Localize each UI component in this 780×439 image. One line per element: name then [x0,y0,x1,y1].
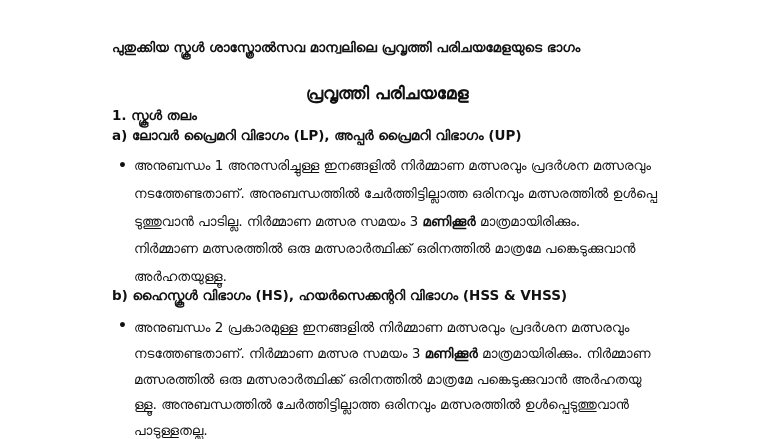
paragraph-a-line-3-text: ടുത്തുവാൻ പാടില്ല. നിർമ്മാണ മത്സര സമയം 3 [134,214,423,230]
paragraph-a-line-3-end: മാത്രമായിരിക്കും. [475,214,581,230]
page-title: പ്രവൃത്തി പരിചയമേള [306,84,469,104]
paragraph-a-line-3 [134,216,580,230]
paragraph-b-line-1: അനുബന്ധം 2 പ്രകാരമുള്ള ഇനങ്ങളിൽ നിർമ്മാണ മത്സരവും പ്രദർശന മത്സരവും [134,320,630,336]
paragraph-b-line-5: പാടുള്ളതല്ല. [134,423,208,439]
bullet-a: • [118,158,127,174]
paragraph-a-line-4: നിർമ്മാണ മത്സരത്തിൽ ഒരു മത്സരാർത്ഥിക്ക് ഒരിനത്തിൽ മാത്രമേ പങ്കെടുക്കുവാൻ [134,241,636,257]
section-school-level: 1. സ്കൂൾ തലം [112,108,197,124]
paragraph-a-line-5: അർഹതയുള്ളൂ. [134,269,227,285]
paragraph-b-line-2 [134,348,651,362]
bullet-b: • [118,318,127,334]
paragraph-b-line-4: ള്ളൂ. അനുബന്ധത്തിൽ ചേർത്തിട്ടില്ലാത്ത ഒരിനവും മത്സരത്തിൽ ഉൾപ്പെടുത്തുവാൻ [134,397,629,413]
paragraph-b-line-2-text: നടത്തേണ്ടതാണ്. നിർമ്മാണ മത്സര സമയം 3 [134,346,425,362]
subsection-b-heading: b) ഹൈസ്കൂൾ വിഭാഗം (HS), ഹയർസെക്കന്ററി വിഭാഗം (HSS & VHSS) [112,288,568,304]
header-line: പുതുക്കിയ സ്കൂൾ ശാസ്ത്രോൽസവ മാന്വലിലെ പ്രവൃത്തി പരിചയമേളയുടെ ഭാഗം [112,40,581,56]
paragraph-a-hours-bold: മണിക്കൂർ [422,214,476,230]
paragraph-b-line-2-end: മാത്രമായിരിക്കും. നിർമ്മാണ [477,346,651,362]
paragraph-a-line-1: അനുബന്ധം 1 അനുസരിച്ചുള്ള ഇനങ്ങളിൽ നിർമ്മാണ മത്സരവും പ്രദർശന മത്സരവും [134,158,652,174]
paragraph-b-line-3: മത്സരത്തിൽ ഒരു മത്സരാർത്ഥിക്ക് ഒരിനത്തിൽ മാത്രമേ പങ്കെടുക്കുവാൻ അർഹതയു [134,372,642,388]
paragraph-a-line-2: നടത്തേണ്ടതാണ്. അനുബന്ധത്തിൽ ചേർത്തിട്ടില്ലാത്ത ഒരിനവും മത്സരത്തിൽ ഉൾപ്പെ [134,186,658,202]
paragraph-b-hours-bold: മണിക്കൂർ [424,346,478,362]
subsection-a-heading: a) ലോവർ പ്രൈമറി വിഭാഗം (LP), അപ്പർ പ്രൈമറി വിഭാഗം (UP) [112,128,522,144]
